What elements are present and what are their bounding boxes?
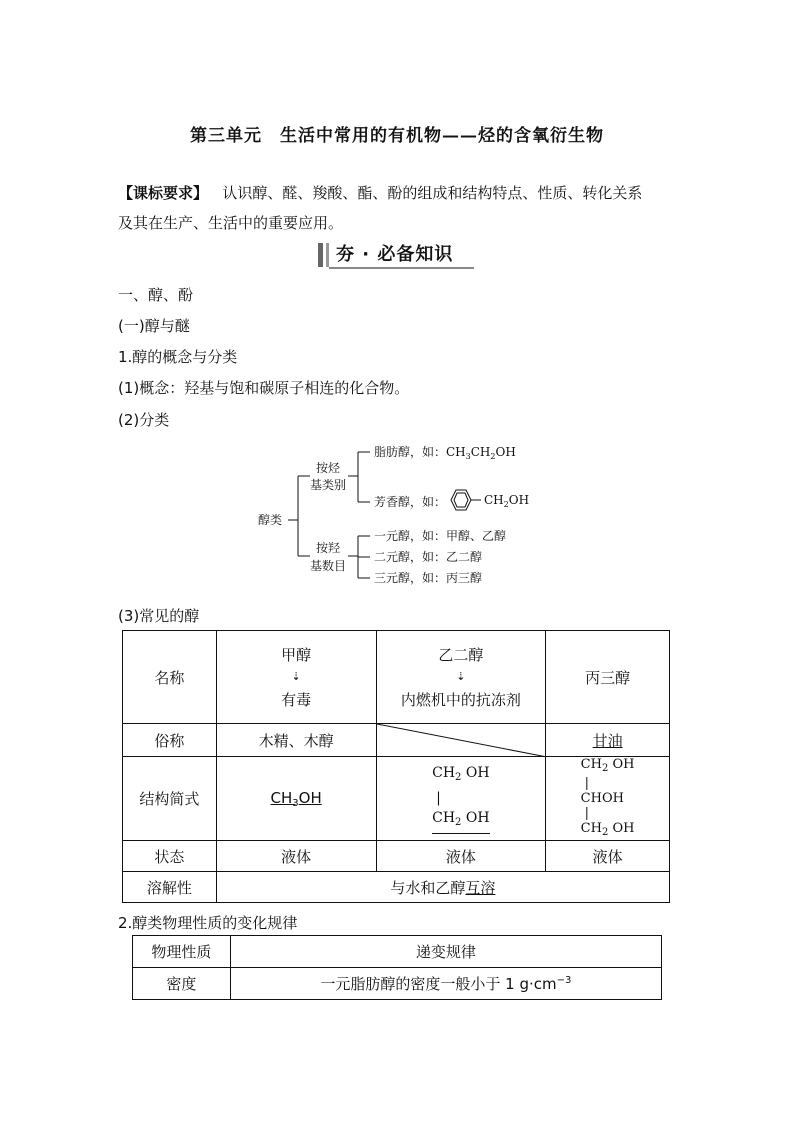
glycol-structure: $CH_2$ OH | $CH_2$ OH [376,757,546,841]
common-alcohols-heading: (3)常见的醇 [118,607,200,625]
table-row [123,872,670,903]
banner-underline [329,267,474,269]
glycol-state: 液体 [376,841,546,872]
heading-alcohol-phenol: 一、醇、酚 [118,286,194,304]
requirement-label: 【课标要求】 [118,184,209,202]
section-banner [318,243,474,267]
heading-alcohol-ether: (一)醇与醚 [118,317,190,335]
glycol-name: 乙二醇 [438,646,484,664]
physical-properties-heading: 2.醇类物理性质的变化规律 [118,914,298,932]
page-title: 第三单元 生活中常用的有机物——烃的含氧衍生物 [190,126,604,146]
concept-text: (1)概念：羟基与饱和碳原子相连的化合物。 [118,379,410,397]
property-density: 密度 [133,968,231,1000]
heading-concept-class: 1.醇的概念与分类 [118,348,238,366]
solubility-value: 与水和乙醇互溶 [216,872,669,903]
diagram-leaf-aliphatic: 脂肪醇，如：$CH_3CH_2OH$ [374,445,516,461]
glycerol-structure: $CH_2$ OH | CHOH | $CH_2$ OH [546,757,670,841]
physical-properties-table [132,935,662,1000]
glycol-note: 内燃机中的抗冻剂 [400,691,521,709]
row-label-solubility: 溶解性 [123,872,217,903]
glycerol-state: 液体 [546,841,670,872]
table-row [123,841,670,872]
methanol-structure: $CH_3OH$ [216,757,376,841]
diagram-branch-1-line1: 按烃 [316,461,341,475]
table-row [123,631,670,724]
table-row [133,968,662,1000]
banner-bar [318,243,323,267]
requirement-paragraph [118,178,678,238]
glycol-common-empty [376,724,546,757]
arrow-down-icon: ⇣ [291,670,301,683]
diagram-branch-1-line2: 基类别 [310,478,347,492]
cell-glycol [376,631,546,724]
row-label-state: 状态 [123,841,217,872]
common-alcohols-table [122,630,670,903]
table-row [123,724,670,757]
methanol-common: 木精、木醇 [216,724,376,757]
row-label-name: 名称 [123,631,217,724]
glycerol-common: 甘油 [546,724,670,757]
methanol-name: 甲醇 [281,646,312,664]
cell-glycerol: 丙三醇 [546,631,670,724]
arrow-down-icon: ⇣ [456,670,466,683]
row-label-common: 俗称 [123,724,217,757]
diagram-root: 醇类 [258,513,283,527]
banner-text: 夯 · 必备知识 [336,244,454,265]
diagonal-line [377,724,547,757]
density-trend: 一元脂肪醇的密度一般小于 1 $g\cdot cm^{-3}$ [230,968,661,1000]
methanol-state: 液体 [216,841,376,872]
diagram-aromatic-group: $CH_2OH$ [484,493,530,509]
banner-bar-thin [326,243,329,267]
diagram-branch-2-line1: 按羟 [316,541,341,555]
col-header-property: 物理性质 [133,936,231,968]
diagram-leaf-monohydric: 一元醇，如：甲醇、乙醇 [374,529,507,543]
diagram-leaf-dihydric: 二元醇，如：乙二醇 [374,550,483,564]
row-label-structure: 结构简式 [123,757,217,841]
table-row [123,757,670,841]
classification-heading: (2)分类 [118,411,170,429]
benzene-ring-icon [451,490,471,510]
table-row [133,936,662,968]
requirement-text-2: 及其在生产、生活中的重要应用。 [118,214,344,232]
requirement-text-1: 认识醇、醛、羧酸、酯、酚的组成和结构特点、性质、转化关系 [222,184,643,202]
diagram-leaf-trihydric: 三元醇，如：丙三醇 [374,571,483,585]
methanol-note: 有毒 [281,691,312,709]
diagram-leaf-aromatic: 芳香醇，如： [374,495,447,509]
cell-methanol [216,631,376,724]
diagram-branch-2-line2: 基数目 [310,559,347,573]
col-header-trend: 递变规律 [230,936,661,968]
